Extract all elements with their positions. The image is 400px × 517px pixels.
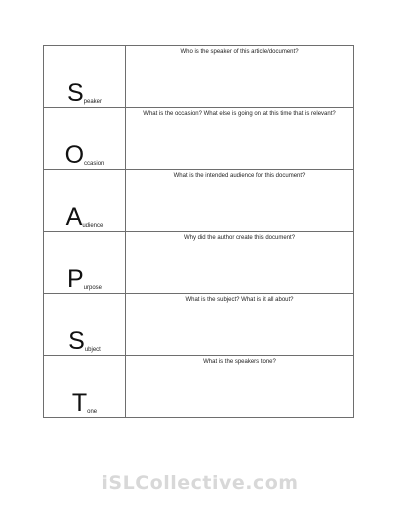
- letter-cell: [44, 108, 126, 170]
- letter-cell: [44, 356, 126, 418]
- word-remainder: peaker: [83, 99, 103, 105]
- question-text: What is the occasion? What else is going on at this time that is relevant?: [143, 111, 336, 117]
- letter-cell: [44, 46, 126, 108]
- initial-letter: P: [66, 265, 84, 293]
- initial-letter: T: [71, 389, 88, 417]
- table-row-speaker: [44, 46, 354, 108]
- table-row-occasion: [44, 108, 354, 170]
- question-text: Why did the author create this document?: [183, 235, 296, 241]
- question-text: What is the intended audience for this document?: [173, 173, 306, 179]
- initial-letter: S: [66, 79, 84, 107]
- table-row-tone: [44, 356, 354, 418]
- question-cell: [126, 294, 354, 356]
- letter-cell: [44, 294, 126, 356]
- question-cell: [126, 170, 354, 232]
- question-cell: [126, 356, 354, 418]
- soapstone-table: [43, 45, 354, 418]
- question-text: What is the speakers tone?: [203, 359, 276, 365]
- word-remainder: ccasion: [84, 161, 105, 167]
- initial-letter: A: [65, 203, 83, 231]
- site-watermark: iSLCollective.com: [101, 472, 299, 494]
- question-cell: [126, 46, 354, 108]
- table-row-purpose: [44, 232, 354, 294]
- letter-cell: [44, 232, 126, 294]
- word-remainder: urpose: [83, 285, 103, 291]
- question-cell: [126, 232, 354, 294]
- question-text: Who is the speaker of this article/document?: [180, 49, 299, 55]
- word-remainder: one: [87, 409, 98, 415]
- question-cell: [126, 108, 354, 170]
- table-row-audience: [44, 170, 354, 232]
- table-row-subject: [44, 294, 354, 356]
- question-text: What is the subject? What is it all about?: [185, 297, 294, 303]
- word-remainder: ubject: [84, 347, 101, 353]
- letter-cell: [44, 170, 126, 232]
- word-remainder: udience: [82, 223, 104, 229]
- initial-letter: O: [64, 141, 85, 169]
- initial-letter: S: [68, 327, 85, 355]
